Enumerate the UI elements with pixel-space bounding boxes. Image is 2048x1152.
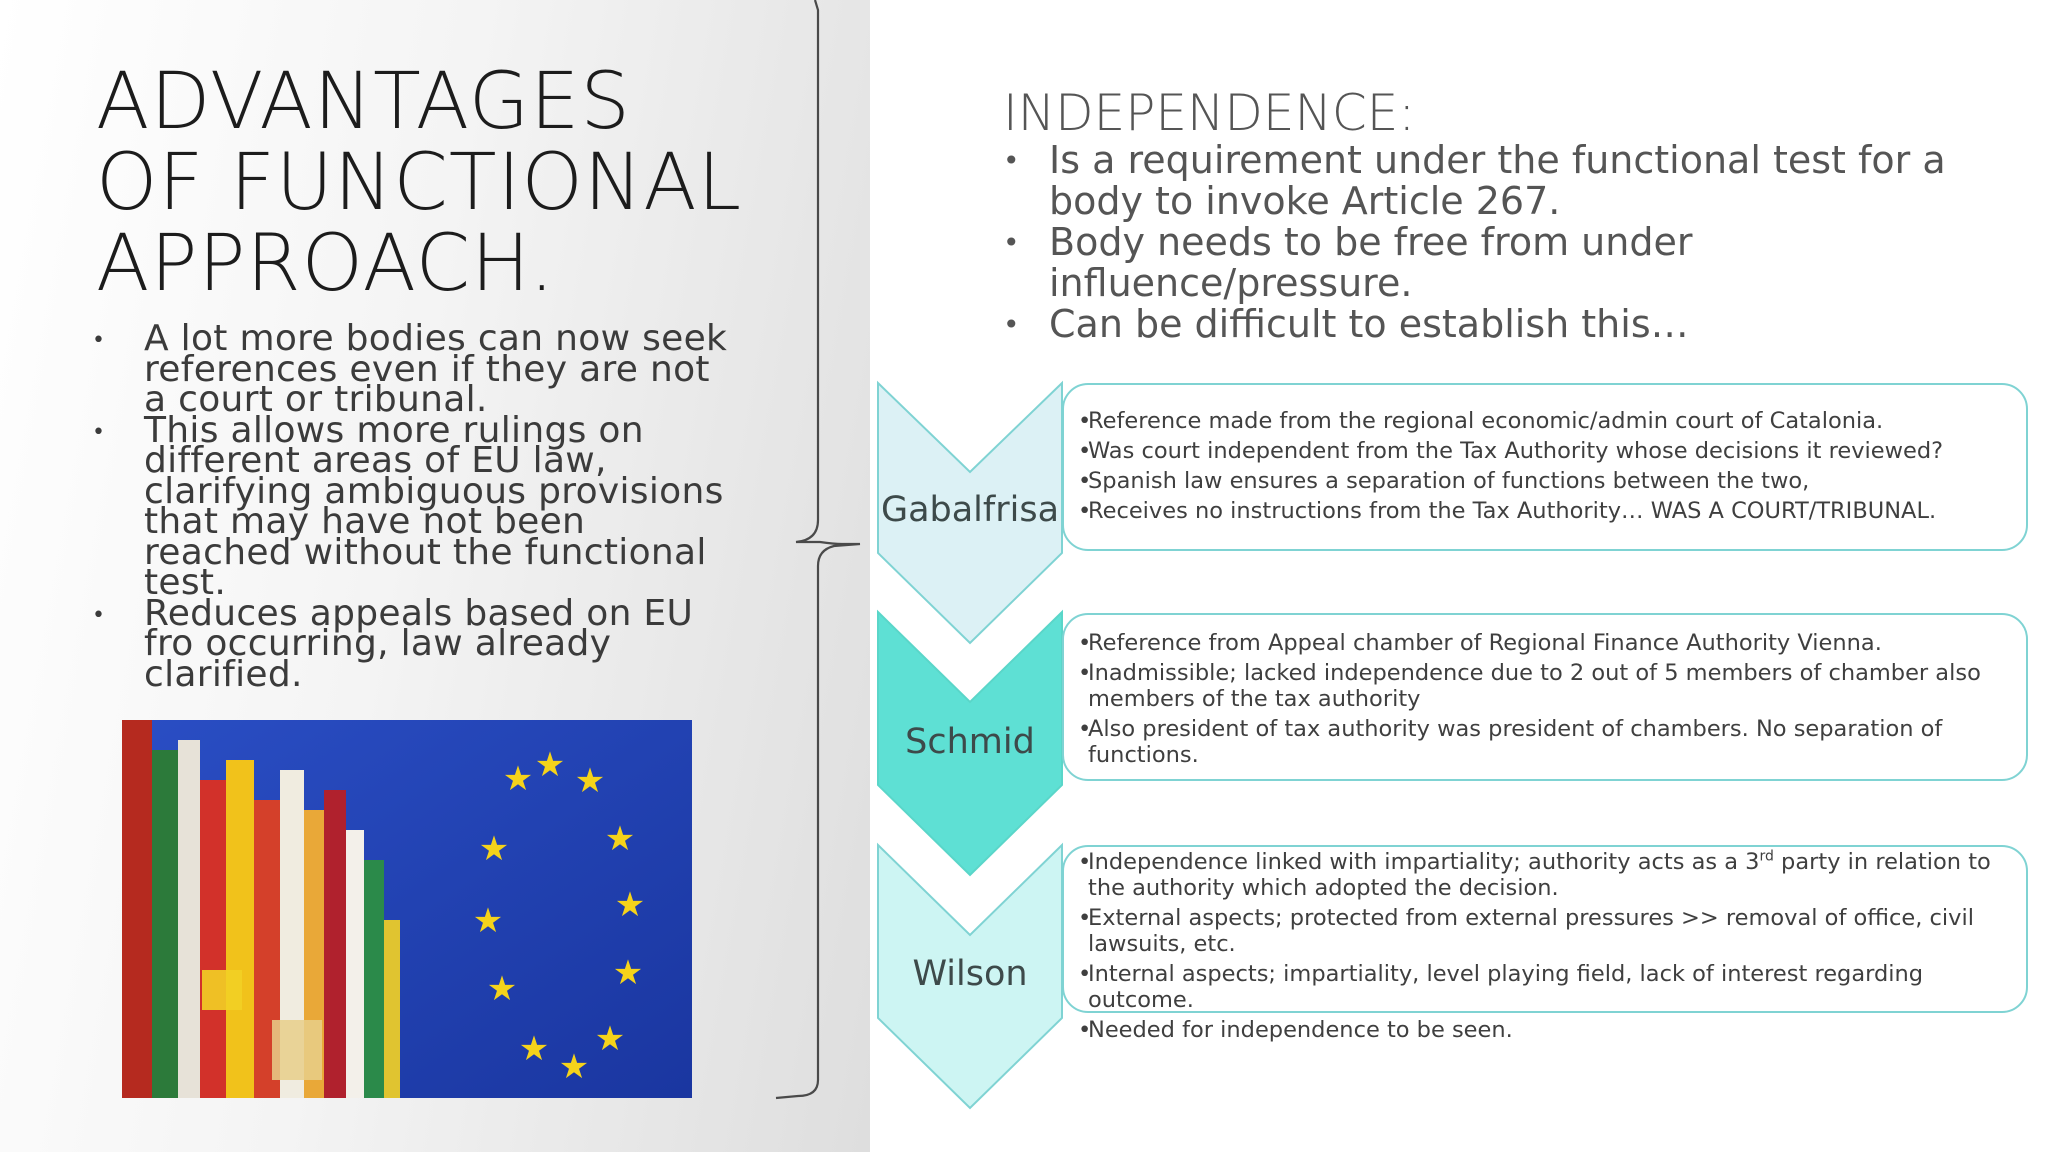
case-point: • Inadmissible; lacked independence due to 2 out of 5 members of chamber also members of the tax authority [1078, 660, 2018, 712]
case-name-wilson: Wilson [912, 954, 1028, 994]
case-point: • Reference made from the regional economic/admin court of Catalonia. [1078, 408, 2018, 434]
case-point: • Spanish law ensures a separation of functions between the two, [1078, 468, 2018, 494]
case-name-gabalfrisa: Gabalfrisa [880, 490, 1060, 530]
svg-text:★: ★ [534, 745, 566, 785]
svg-text:★: ★ [472, 901, 504, 941]
schmid-points [1078, 630, 2018, 772]
independence-item: • Body needs to be free from under influence/pressure. [1003, 222, 2043, 304]
svg-text:★: ★ [558, 1047, 590, 1087]
case-point: • Independence linked with impartiality; authority acts as a 3rd party in relation to the authority which adopted the decision. [1078, 849, 2018, 901]
independence-item: • Can be difficult to establish this… [1003, 304, 2043, 345]
svg-text:★: ★ [594, 1019, 626, 1059]
case-point: • Needed for independence to be seen. [1078, 1017, 2018, 1043]
advantage-item: • Reduces appeals based on EU fro occurring, law already clarified. [92, 599, 732, 691]
case-point: • Also president of tax authority was president of chambers. No separation of functions. [1078, 716, 2018, 768]
title-line-3: APPROACH. [96, 219, 556, 309]
svg-text:★: ★ [518, 1029, 550, 1069]
advantage-item: • This allows more rulings on different areas of EU law, clarifying ambiguous provisions that may have not been reached without the functional test. [92, 416, 732, 599]
case-point: • Reference from Appeal chamber of Regional Finance Authority Vienna. [1078, 630, 2018, 656]
case-point: • External aspects; protected from external pressures >> removal of office, civil lawsuits, etc. [1078, 905, 2018, 957]
svg-text:★: ★ [614, 885, 646, 925]
advantage-item: • A lot more bodies can now seek references even if they are not a court or tribunal. [92, 324, 732, 416]
independence-heading: INDEPENDENCE: [1003, 84, 1416, 142]
gabalfrisa-points [1078, 408, 2018, 528]
svg-text:★: ★ [604, 819, 636, 859]
case-point: • Receives no instructions from the Tax Authority… WAS A COURT/TRIBUNAL. [1078, 498, 2018, 524]
case-point: • Was court independent from the Tax Authority whose decisions it reviewed? [1078, 438, 2018, 464]
case-point: • Internal aspects; impartiality, level playing field, lack of interest regarding outcome. [1078, 961, 2018, 1013]
independence-item: • Is a requirement under the functional test for a body to invoke Article 267. [1003, 140, 2043, 222]
svg-text:★: ★ [502, 759, 534, 799]
title-line-2: OF FUNCTIONAL [96, 138, 743, 228]
svg-text:★: ★ [612, 953, 644, 993]
case-name-schmid: Schmid [905, 722, 1035, 762]
svg-text:★: ★ [486, 969, 518, 1009]
title-line-1: ADVANTAGES [96, 57, 631, 147]
svg-text:★: ★ [574, 761, 606, 801]
wilson-points [1078, 849, 2018, 1047]
svg-text:★: ★ [478, 829, 510, 869]
